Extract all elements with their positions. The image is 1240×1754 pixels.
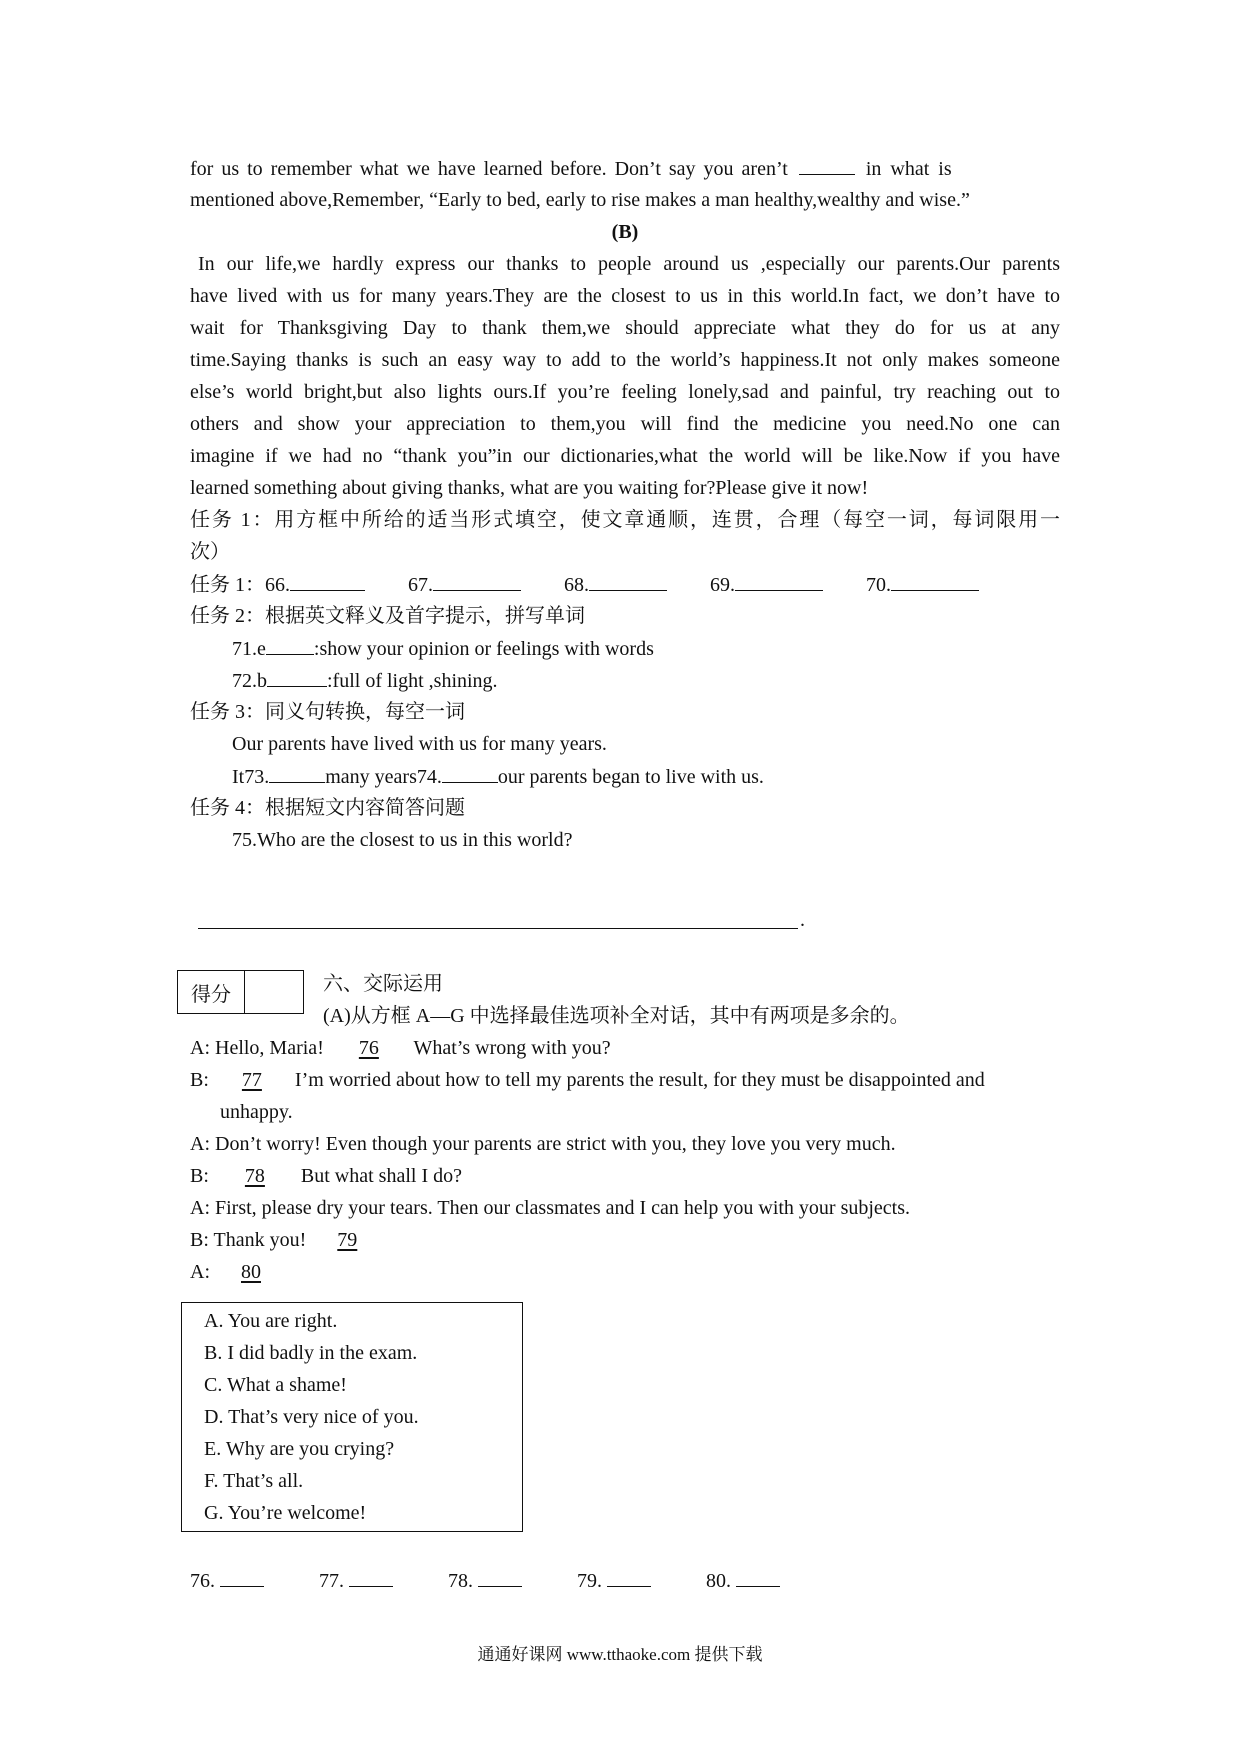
option-a: A. You are right. xyxy=(204,1310,338,1332)
option-f: F. That’s all. xyxy=(204,1470,304,1492)
task4-title: 任务 4：根据短文内容简答问题 xyxy=(190,797,465,819)
passage-b-line: have lived with us for many years.They are the closest to us in this world.In fact, we don’t have to xyxy=(190,285,1060,307)
dialogue-line-2-cont: unhappy. xyxy=(220,1101,293,1123)
passage-a-line-2: mentioned above,Remember, “Early to bed, early to rise makes a man healthy,wealthy and wise.” xyxy=(190,189,970,211)
answer-blank-67[interactable] xyxy=(433,570,521,591)
option-g: G. You’re welcome! xyxy=(204,1502,367,1524)
task1-instruction: 任务 1：用方框中所给的适当形式填空，使文章通顺，连贯，合理（每空一词，每词限用一 xyxy=(190,509,1060,531)
passage-b-line: In our life,we hardly express our thanks to people around us ,especially our parents.Our parents xyxy=(198,253,1060,275)
task3-rewrite: It73. many years74. our parents began to live with us. xyxy=(232,762,764,791)
answer-blank-78[interactable]: 78 xyxy=(244,1165,265,1187)
options-box xyxy=(181,1302,523,1532)
task2-title: 任务 2：根据英文释义及首字提示，拼写单词 xyxy=(190,605,585,627)
passage-a-line-1: for us to remember what we have learned before. Don’t say you aren’t in what is xyxy=(190,154,952,183)
question-71: 71.e :show your opinion or feelings with words xyxy=(232,634,654,663)
question-75: 75.Who are the closest to us in this world? xyxy=(232,829,573,851)
passage-b-line: else’s world bright,but also lights ours.If you’re feeling lonely,sad and painful, try reaching out to xyxy=(190,381,1060,403)
question-72: 72.b :full of light ,shining. xyxy=(232,666,498,695)
answer-blank-71[interactable] xyxy=(266,634,314,655)
task3-sentence: Our parents have lived with us for many years. xyxy=(232,733,607,755)
answer-blank-76[interactable]: 76 xyxy=(358,1037,379,1059)
section6-title: 六、交际运用 xyxy=(323,973,443,995)
answer-blank-68[interactable] xyxy=(589,570,667,591)
dialogue-line-1: A: Hello, Maria! 76 What’s wrong with you? xyxy=(190,1034,611,1062)
option-c: C. What a shame! xyxy=(204,1374,347,1396)
passage-b-line: wait for Thanksgiving Day to thank them,we should appreciate what they do for us at any xyxy=(190,317,1060,339)
answer-line-period: . xyxy=(800,909,805,931)
answer-slot-80[interactable] xyxy=(736,1566,780,1587)
option-b: B. I did badly in the exam. xyxy=(204,1342,418,1364)
answer-blank-73[interactable] xyxy=(269,762,325,783)
task1-instruction-cont: 次） xyxy=(190,541,230,563)
dialogue-line-7: A: 80 xyxy=(190,1258,279,1286)
score-label: 得分 xyxy=(178,971,245,1013)
score-cell[interactable] xyxy=(245,971,303,1013)
section6-instruction: (A)从方框 A—G 中选择最佳选项补全对话，其中有两项是多余的。 xyxy=(323,1005,910,1027)
dialogue-line-6: B: Thank you! 79 xyxy=(190,1226,375,1254)
dialogue-line-3: A: Don’t worry! Even though your parents are strict with you, they love you very much. xyxy=(190,1133,896,1155)
answer-row: 76. 77. 78. 79. 80. xyxy=(190,1566,780,1595)
answer-blank-79[interactable]: 79 xyxy=(337,1229,358,1251)
dialogue-line-2: B: 77 I’m worried about how to tell my parents the result, for they must be disappointed and xyxy=(190,1066,985,1094)
answer-slot-79[interactable] xyxy=(607,1566,651,1587)
blank-passage-a[interactable] xyxy=(799,154,855,175)
answer-blank-69[interactable] xyxy=(735,570,823,591)
dialogue-line-4: B: 78 But what shall I do? xyxy=(190,1162,462,1190)
answer-slot-77[interactable] xyxy=(349,1566,393,1587)
task3-title: 任务 3：同义句转换，每空一词 xyxy=(190,701,465,723)
answer-blank-80[interactable]: 80 xyxy=(241,1261,261,1283)
answer-blank-77[interactable]: 77 xyxy=(241,1069,262,1091)
passage-b-line: imagine if we had no “thank you”in our dictionaries,what the world will be like.Now if you have xyxy=(190,445,1060,467)
task1-answer-row: 任务 1：66. 67. 68. 69. 70. xyxy=(190,570,979,599)
option-d: D. That’s very nice of you. xyxy=(204,1406,419,1428)
passage-b-line: time.Saying thanks is such an easy way to add to the world’s happiness.It not only makes someone xyxy=(190,349,1060,371)
answer-blank-72[interactable] xyxy=(267,666,327,687)
footer-credit: 通通好课网 www.tthaoke.com 提供下载 xyxy=(477,1645,763,1664)
answer-blank-70[interactable] xyxy=(891,570,979,591)
passage-b-line: others and show your appreciation to them,you will find the medicine you need.No one can xyxy=(190,413,1060,435)
answer-blank-74[interactable] xyxy=(442,762,498,783)
option-e: E. Why are you crying? xyxy=(204,1438,395,1460)
score-box xyxy=(177,970,304,1014)
answer-blank-66[interactable] xyxy=(290,570,365,591)
section-b-title: (B) xyxy=(611,221,639,243)
answer-slot-76[interactable] xyxy=(220,1566,264,1587)
answer-slot-78[interactable] xyxy=(478,1566,522,1587)
passage-b-line: learned something about giving thanks, what are you waiting for?Please give it now! xyxy=(190,477,869,499)
answer-line-75[interactable] xyxy=(198,928,798,929)
dialogue-line-5: A: First, please dry your tears. Then our classmates and I can help you with your subjects. xyxy=(190,1197,911,1219)
